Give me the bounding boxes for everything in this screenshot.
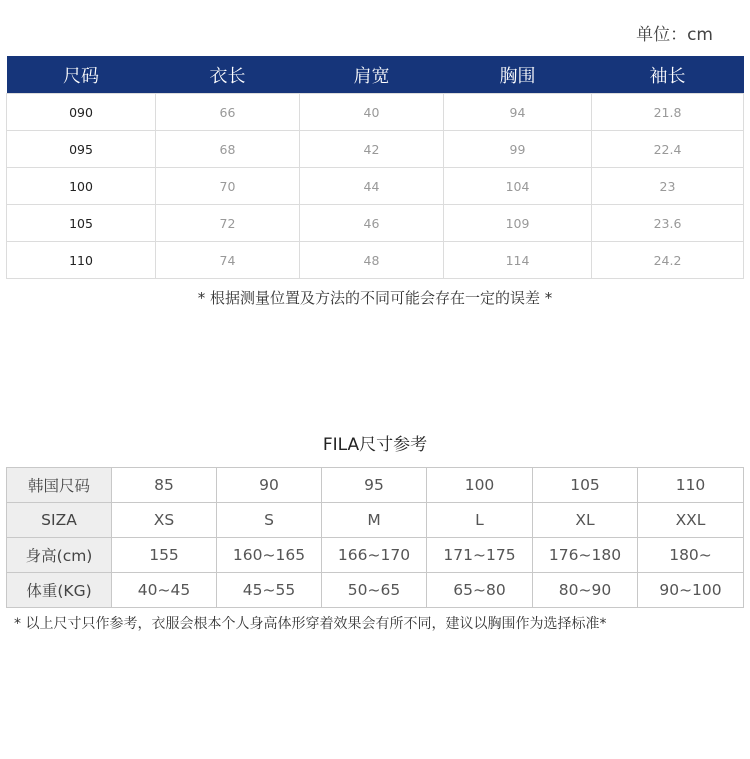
table-cell: 90 — [217, 468, 322, 503]
table-row — [7, 242, 744, 279]
table-cell: L — [427, 503, 533, 538]
table-cell: 23.6 — [592, 205, 744, 242]
table-cell: 65~80 — [427, 573, 533, 608]
table-cell: 160~165 — [217, 538, 322, 573]
table-row — [7, 573, 744, 608]
table-cell: XS — [112, 503, 217, 538]
table-cell: 72 — [156, 205, 300, 242]
table-row — [7, 94, 744, 131]
table-cell: 105 — [7, 205, 156, 242]
table-cell: 090 — [7, 94, 156, 131]
table-cell: 70 — [156, 168, 300, 205]
table-cell: 110 — [638, 468, 744, 503]
table-cell: 095 — [7, 131, 156, 168]
table-cell: 100 — [7, 168, 156, 205]
table-cell: 176~180 — [533, 538, 638, 573]
table-cell: 90~100 — [638, 573, 744, 608]
table-cell: 23 — [592, 168, 744, 205]
table-cell: 40~45 — [112, 573, 217, 608]
table-cell: 24.2 — [592, 242, 744, 279]
table-cell: 110 — [7, 242, 156, 279]
size-measurement-table — [6, 56, 744, 279]
fila-size-title: FILA尺寸参考 — [322, 435, 428, 455]
table-cell: 44 — [300, 168, 444, 205]
unit-label: 单位：cm — [636, 25, 713, 45]
table-cell: 105 — [533, 468, 638, 503]
measurement-error-note: * 根据测量位置及方法的不同可能会存在一定的误差 * — [197, 289, 553, 307]
table-cell: 46 — [300, 205, 444, 242]
table-cell: 94 — [444, 94, 592, 131]
table-cell: 114 — [444, 242, 592, 279]
table-cell: 50~65 — [322, 573, 427, 608]
table-cell: XXL — [638, 503, 744, 538]
header-sleeve: 袖长 — [592, 56, 744, 94]
table-cell: 171~175 — [427, 538, 533, 573]
table-cell: 42 — [300, 131, 444, 168]
table-cell: S — [217, 503, 322, 538]
fila-size-reference-table — [6, 467, 744, 608]
table-cell: 40 — [300, 94, 444, 131]
table-cell: M — [322, 503, 427, 538]
table-row — [7, 503, 744, 538]
table-cell: 95 — [322, 468, 427, 503]
table-header-row — [7, 56, 744, 94]
row-header-weight: 体重(KG) — [7, 573, 112, 608]
table-cell: 68 — [156, 131, 300, 168]
table-cell: 80~90 — [533, 573, 638, 608]
table-cell: 48 — [300, 242, 444, 279]
table-cell: 74 — [156, 242, 300, 279]
table-cell: 180~ — [638, 538, 744, 573]
table-cell: XL — [533, 503, 638, 538]
header-size: 尺码 — [7, 56, 156, 94]
header-length: 衣长 — [156, 56, 300, 94]
table-cell: 104 — [444, 168, 592, 205]
row-header-size: SIZA — [7, 503, 112, 538]
table-row — [7, 468, 744, 503]
table-cell: 155 — [112, 538, 217, 573]
size-advice-note: * 以上尺寸只作参考，衣服会根本个人身高体形穿着效果会有所不同，建议以胸围作为选择标准* — [14, 616, 607, 632]
table-row — [7, 538, 744, 573]
table-cell: 100 — [427, 468, 533, 503]
row-header-height: 身高(cm) — [7, 538, 112, 573]
table-cell: 21.8 — [592, 94, 744, 131]
row-header-korean-size: 韩国尺码 — [7, 468, 112, 503]
header-chest: 胸围 — [444, 56, 592, 94]
table-cell: 66 — [156, 94, 300, 131]
table-row — [7, 131, 744, 168]
table-cell: 22.4 — [592, 131, 744, 168]
table-cell: 99 — [444, 131, 592, 168]
table-row — [7, 168, 744, 205]
table-cell: 109 — [444, 205, 592, 242]
table-cell: 45~55 — [217, 573, 322, 608]
table-cell: 85 — [112, 468, 217, 503]
header-shoulder: 肩宽 — [300, 56, 444, 94]
table-row — [7, 205, 744, 242]
table-cell: 166~170 — [322, 538, 427, 573]
